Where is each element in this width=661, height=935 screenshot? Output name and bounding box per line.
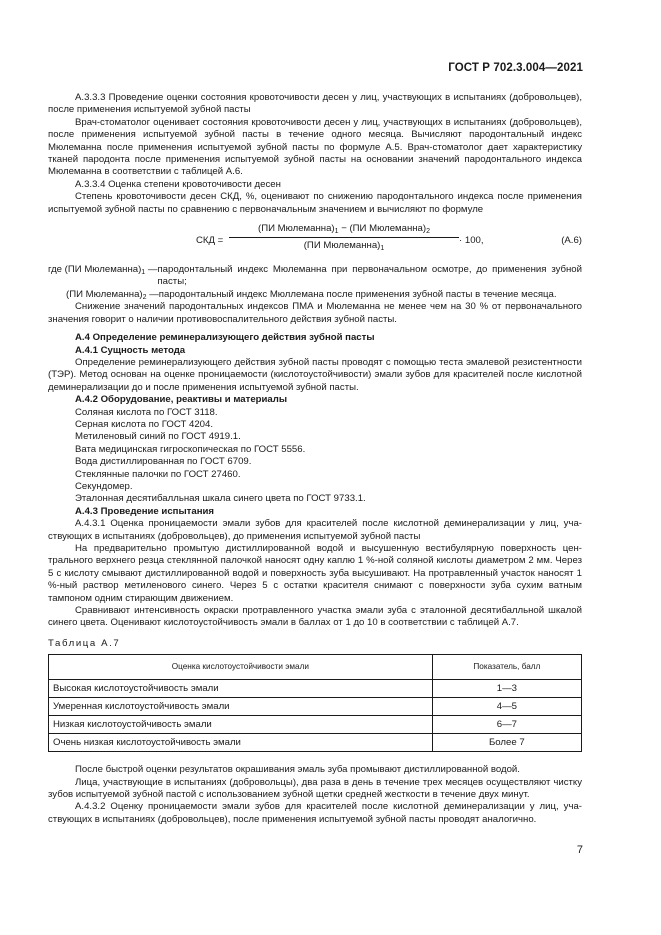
paragraph: На предварительно промытую дистиллированной водой и высушенную вестибулярную поверхность центрального верхнего резца стеклянной палочкой наносят одну каплю 1 %-ной соляной кислоты диаметром 2 мм. Через 5 с кислоту смывают дистиллированной водой и поверхность зуба высушивают. На протравленный участок наносят 1 %-ный раствор метиленового синего. Через 5 с остатки красителя снимают с поверхности зуба сухим ватным тампоном одним стирающим движением.	[48, 543, 582, 604]
table-row	[49, 734, 582, 752]
table-cell: 6—7	[432, 716, 581, 734]
paragraph: Сравнивают интенсивность окраски протравленного участка эмали зуба с эталонной десятибалльной шкалой синего цвета. Оценивают кислотоустойчивость эмали в баллах от 1 до 10 в соответствии с таблицей А.7.	[48, 605, 582, 629]
table-cell: Высокая кислотоустойчивость эмали	[49, 680, 433, 698]
formula-multiplier: · 100,	[459, 235, 484, 247]
paragraph: Определение реминерализующего действия зубной пасты проводят с помощью теста эмалевой резистентности (ТЭР). Метод основан на оценке проницаемости (кислотоустойчивости) эмали зубов для красителей после кислотной деминерализации до и после применения испытуемой зубной пасты.	[48, 356, 582, 393]
definition-row: (ПИ $Мюлеманна)_2$ — пародонтальный индекс Мюллемана после применения зубной пасты в течение месяца.	[66, 288, 557, 301]
paragraph: Снижение значений пародонтальных индексов ПМА и Мюлеманна не менее чем на 30 % от первоначального значения говорит о наличии противовоспалительного действия зубной пасты.	[48, 301, 582, 325]
paragraph: А.4.3.1 Оценка проницаемости эмали зубов для красителей после кислотной деминерализации у лиц, участвующих в испытаниях (добровольцев), до применения испытуемой зубной пасты	[48, 518, 582, 542]
table-cell: Умеренная кислотоустойчивость эмали	[49, 698, 433, 716]
table-header-cell: Показатель, балл	[432, 655, 581, 680]
list-item: Соляная кислота по ГОСТ 3118.	[75, 406, 218, 418]
subsection-heading: А.4.1 Сущность метода	[75, 344, 186, 356]
formula-number: (А.6)	[561, 235, 582, 247]
formula-lhs: СКД =	[196, 235, 224, 247]
paragraph: Степень кровоточивости десен СКД, %, оценивают по снижению пародонтального индекса после применения испытуемой зубной пасты по сравнению с первоначальным значением и вычисляют по формуле	[48, 191, 582, 215]
paragraph: А.3.3.4 Оценка степени кровоточивости десен	[75, 178, 281, 190]
table-cell: 1—3	[432, 680, 581, 698]
document-body	[48, 92, 582, 826]
list-item: Эталонная десятибалльная шкала синего цвета по ГОСТ 9733.1.	[75, 493, 366, 505]
paragraph: Лица, участвующие в испытаниях (добровольцы), два раза в день в течение трех месяцев осуществляют чистку зубов испытуемой зубной пастой с использованием зубной щетки средней жесткости в течение двух минут.	[48, 776, 582, 801]
table-header-row	[49, 655, 582, 680]
table-row	[49, 716, 582, 734]
table-cell: Более 7	[432, 734, 581, 752]
formula-fraction	[229, 223, 459, 253]
table-cell: Очень низкая кислотоустойчивость эмали	[49, 734, 433, 752]
subsection-heading: А.4.3 Проведение испытания	[75, 505, 214, 517]
formula-denominator: (ПИ $Мюлеманна)_1$	[303, 240, 385, 253]
materials-list	[48, 407, 582, 506]
table-header-cell: Оценка кислотоустойчивости эмали	[49, 655, 433, 680]
list-item: Секундомер.	[75, 480, 133, 492]
list-item: Серная кислота по ГОСТ 4204.	[75, 418, 214, 430]
paragraph: Врач-стоматолог оценивает состояния кровоточивости десен у лиц, участвующих в испытаниях (добровольцев), после применения испытуемой зубной пасты в течение одного месяца. Вычисляют пародонтальный индекс Мюлеманна после применения испытуемой зубной пасты по формуле А.5. Врач-стоматолог дает характеристику тканей пародонта после применения испытуемой зубной пасты на основании значений пародонтального индекса Мюлеманна в соответствии с таблицей А.6.	[48, 116, 582, 178]
formula-numerator: (ПИ $Мюлеманна)_1 - (ПИ$ $Мюлеманна)_2$	[229, 223, 459, 238]
table-row	[49, 698, 582, 716]
table-a7	[48, 654, 582, 752]
section-heading: А.4 Определение реминерализующего действия зубной пасты	[75, 332, 375, 344]
table-cell: 4—5	[432, 698, 581, 716]
formula-a6	[48, 222, 582, 260]
table-caption: Таблица А.7	[48, 637, 121, 649]
definition-row: где (ПИ $Мюлеманна)_1$ — пародонтальный индекс Мюлеманна при первоначальном осмотре, до применения зубной пасты;	[48, 264, 582, 288]
list-item: Вата медицинская гигроскопическая по ГОСТ 5556.	[75, 443, 306, 455]
table-row	[49, 680, 582, 698]
subsection-heading: А.4.2 Оборудование, реактивы и материалы	[75, 394, 288, 406]
list-item: Вода дистиллированная по ГОСТ 6709.	[75, 456, 252, 468]
table-cell: Низкая кислотоустойчивость эмали	[49, 716, 433, 734]
paragraph: После быстрой оценки результатов окрашивания эмаль зуба промывают дистиллированной водой.	[75, 764, 520, 776]
page-number: 7	[576, 844, 583, 856]
paragraph: А.4.3.2 Оценку проницаемости эмали зубов для красителей после кислотной деминерализации у лиц, участвующих в испытаниях (добровольцев), после применения испытуемой зубной пасты проводят аналогично.	[48, 801, 582, 825]
paragraph: А.3.3.3 Проведение оценки состояния кровоточивости десен у лиц, участвующих в испытаниях (добровольцев), после применения испытуемой зубной пасты	[48, 92, 582, 116]
list-item: Метиленовый синий по ГОСТ 4919.1.	[75, 431, 241, 443]
document-header: ГОСТ Р 702.3.004—2021	[448, 62, 583, 74]
list-item: Стеклянные палочки по ГОСТ 27460.	[75, 468, 241, 480]
